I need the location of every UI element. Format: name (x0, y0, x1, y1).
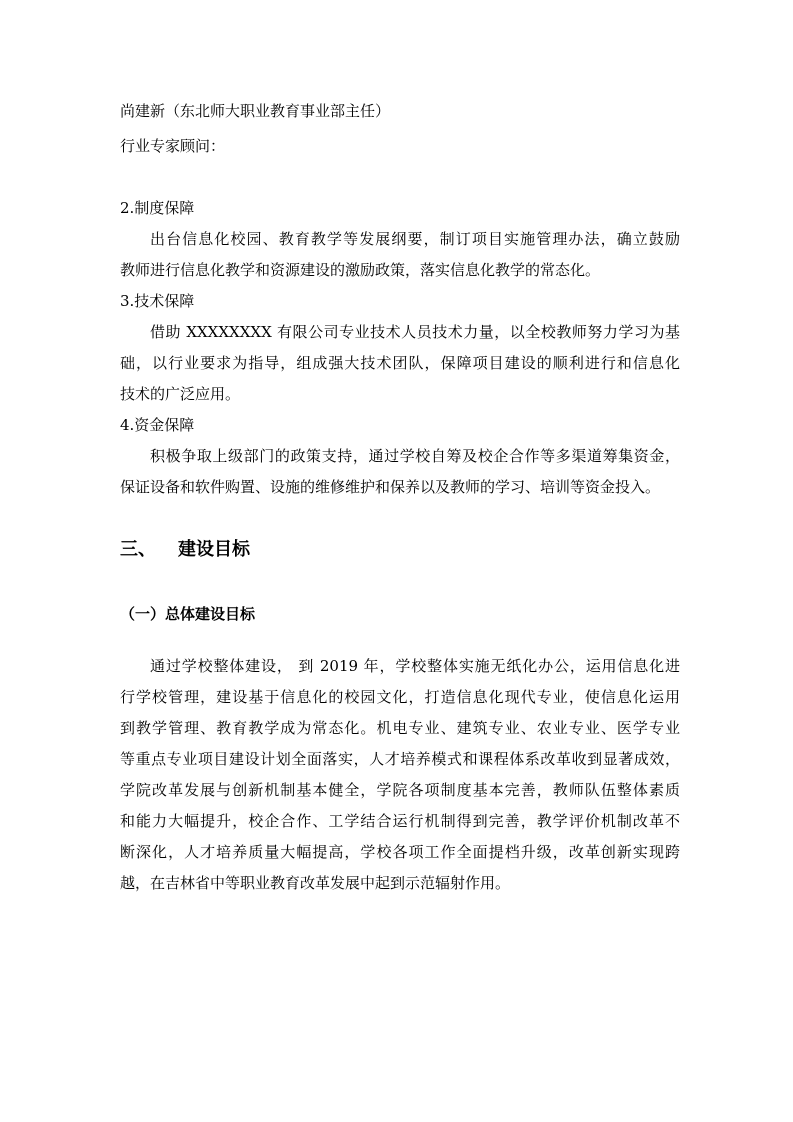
subheading-technical-guarantee: 3.技术保障 (120, 292, 195, 310)
paragraph-line: 行学校管理，建设基于信息化的校园文化，打造信息化现代专业，使信息化运用 (120, 688, 680, 706)
paragraph-line: 保证设备和软件购置、设施的维修维护和保养以及教师的学习、培训等资金投入。 (120, 478, 661, 496)
chapter-number: 三、 (120, 539, 156, 560)
paragraph-line: 借助 XXXXXXXX 有限公司专业技术人员技术力量，以全校教师努力学习为基 (150, 323, 680, 341)
paragraph-line: 础，以行业要求为指导，组成强大技术团队，保障项目建设的顺利进行和信息化 (120, 354, 680, 372)
paragraph-line: 出台信息化校园、教育教学等发展纲要，制订项目实施管理办法，确立鼓励 (150, 230, 680, 248)
industry-advisor-label: 行业专家顾问： (120, 137, 226, 155)
paragraph-line: 等重点专业项目建设计划全面落实，人才培养模式和课程体系改革收到显著成效， (120, 750, 680, 768)
paragraph-line: 和能力大幅提升，校企合作、工学结合运行机制得到完善，教学评价机制改革不 (120, 812, 680, 830)
paragraph-line: 教师进行信息化教学和资源建设的激励政策，落实信息化教学的常态化。 (120, 261, 601, 279)
paragraph-line: 通过学校整体建设， 到 2019 年，学校整体实施无纸化办公，运用信息化进 (150, 657, 680, 675)
section-heading: （一）总体建设目标 (120, 605, 256, 623)
paragraph-line: 到教学管理、教育教学成为常态化。机电专业、建筑专业、农业专业、医学专业 (120, 719, 680, 737)
paragraph-line: 学院改革发展与创新机制基本健全，学院各项制度基本完善，教师队伍整体素质 (120, 781, 680, 799)
paragraph-line: 断深化，人才培养质量大幅提高，学校各项工作全面提档升级，改革创新实现跨 (120, 843, 680, 861)
subheading-funding-guarantee: 4.资金保障 (120, 416, 195, 434)
paragraph-line: 越，在吉林省中等职业教育改革发展中起到示范辐射作用。 (120, 874, 511, 892)
leader-line: 尚建新（东北师大职业教育事业部主任） (120, 102, 391, 120)
chapter-heading (120, 538, 250, 562)
paragraph-line: 积极争取上级部门的政策支持，通过学校自筹及校企合作等多渠道筹集资金， (150, 447, 680, 465)
chapter-title: 建设目标 (178, 539, 250, 560)
paragraph-line: 技术的广泛应用。 (120, 385, 241, 403)
subheading-institutional-guarantee: 2.制度保障 (120, 199, 195, 217)
